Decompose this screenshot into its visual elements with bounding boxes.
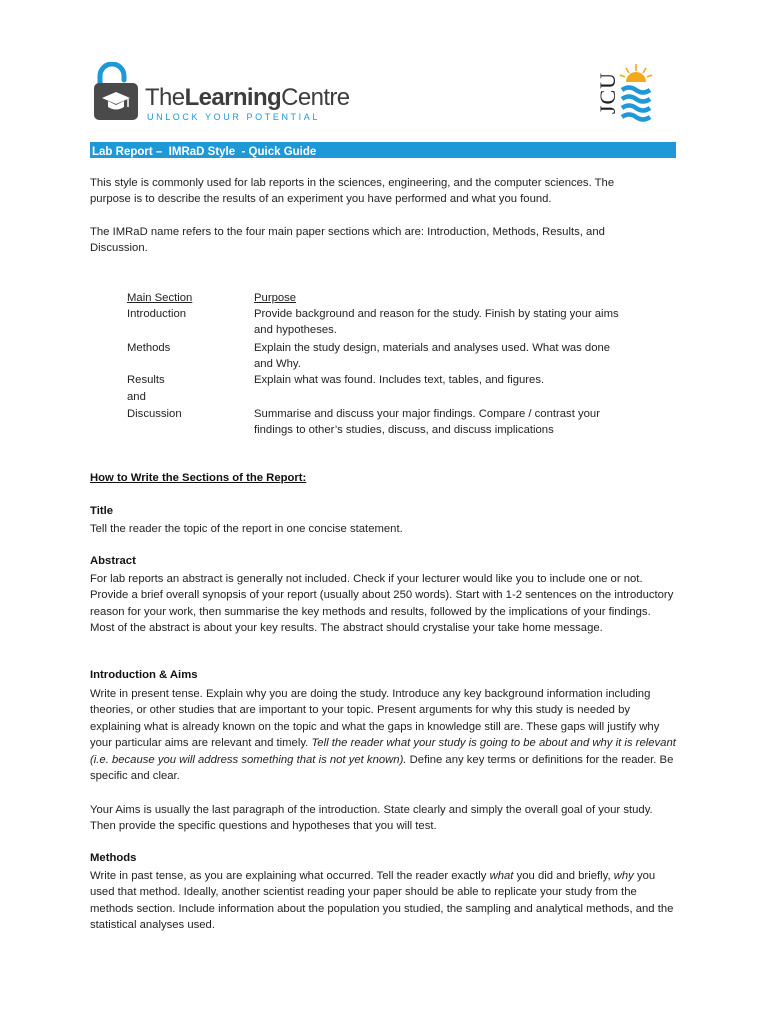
logo-wordmark: TheLearningCentre bbox=[145, 84, 350, 111]
table-row-section: Introduction bbox=[127, 308, 187, 320]
introduction-heading: Introduction & Aims bbox=[90, 669, 198, 681]
table-row-section: Results bbox=[127, 374, 165, 386]
table-row-purpose: Explain the study design, materials and analyses used. What was done and Why. bbox=[254, 342, 611, 371]
sections-table bbox=[0, 0, 768, 440]
title-heading: Title bbox=[90, 505, 114, 517]
table-row-purpose: Explain what was found. Includes text, tables, and figures. bbox=[254, 374, 545, 386]
aims-paragraph: Your Aims is usually the last paragraph of the introduction. State clearly and simply the overall goal of your study. Then provide the specific questions and hypotheses that you will test. bbox=[90, 804, 653, 833]
banner-title: Lab Report – IMRaD Style - Quick Guide bbox=[92, 146, 317, 158]
introduction-emphasis: Tell the reader what your study is going to be about and why it is relevant (i.e. because you will address something that is not yet known). bbox=[90, 737, 676, 766]
abstract-body: For lab reports an abstract is generally not included. Check if your lecturer would like you to include one or not. Provide a brief overall synopsis of your report (usually about 250 words). Start with 1-2 sentences on the introductory reason for your work, then summarise the key methods and results, followed by the implications of your findings. Most of the abstract is about your key results. The abstract should crystalise your take home message. bbox=[90, 573, 674, 635]
table-row-section: Methods bbox=[127, 342, 171, 354]
table-row-section: Discussion bbox=[127, 408, 182, 420]
table-row-purpose: Provide background and reason for the study. Finish by stating your aims and hypotheses. bbox=[254, 308, 619, 337]
logo-tagline: UNLOCK YOUR POTENTIAL bbox=[147, 112, 320, 122]
methods-body: Write in past tense, as you are explaining what occurred. Tell the reader exactly what you did and briefly, why you used that method. Ideally, another scientist reading your paper should be able to replicate your study from the methods section. Include information about the population you studied, the sampling and analytical methods, and the statistical analyses used. bbox=[90, 870, 674, 932]
jcu-text: JCU bbox=[595, 71, 620, 115]
intro-paragraph-2: The IMRaD name refers to the four main paper sections which are: Introduction, Methods, Results, and Discussion. bbox=[90, 226, 605, 255]
table-row-section: and bbox=[127, 391, 146, 403]
table-header-section: Main Section bbox=[127, 292, 193, 304]
methods-heading: Methods bbox=[90, 852, 137, 864]
introduction-body: Write in present tense. Explain why you are doing the study. Introduce any key background information including theories, or other studies that are important to your topic. Present arguments for why this study is needed by explaining what is already known on the topic and what the gaps in knowledge still are. These gaps will justify why your particular aims are relevant and timely. Tell the reader what your study is going to be about and why it is relevant (i.e. because you will address something that is not yet known). Define any key terms or definitions for the reader. Be specific and clear. bbox=[90, 688, 676, 783]
how-to-heading: How to Write the Sections of the Report: bbox=[90, 472, 307, 484]
intro-paragraph-1: This style is commonly used for lab reports in the sciences, engineering, and the computer sciences. The purpose is to describe the results of an experiment you have performed and what you found. bbox=[90, 177, 615, 206]
table-header-purpose: Purpose bbox=[254, 292, 297, 304]
title-body: Tell the reader the topic of the report in one concise statement. bbox=[90, 523, 403, 535]
table-row-purpose: Summarise and discuss your major findings. Compare / contrast your findings to other’s studies, discuss, and discuss implications bbox=[254, 408, 600, 437]
abstract-heading: Abstract bbox=[90, 555, 136, 567]
